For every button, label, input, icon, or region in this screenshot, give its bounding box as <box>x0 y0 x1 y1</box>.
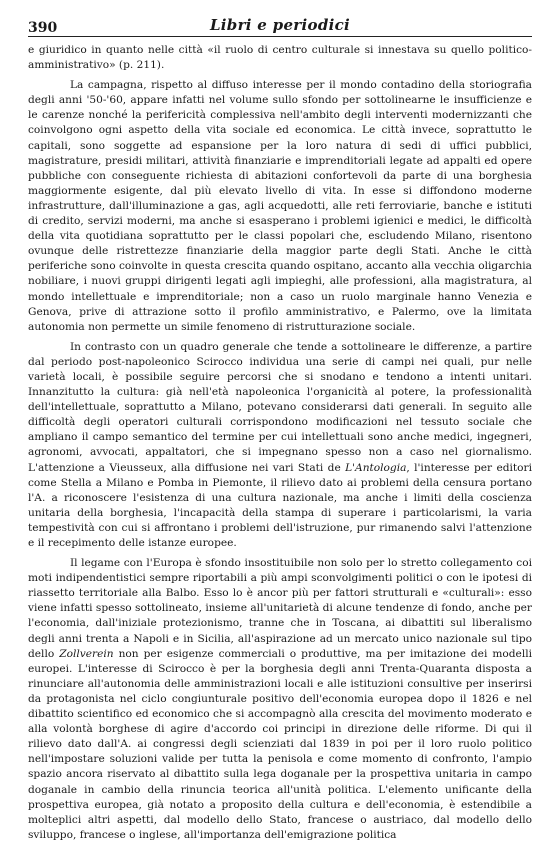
italic-title: L'Antologia <box>345 461 407 474</box>
page-header <box>28 12 532 37</box>
italic-title: Zollverein <box>59 647 114 660</box>
paragraph-3: In contrasto con un quadro generale che tende a sottolineare le differenze, a partire dal periodo post-napoleonico Scirocco individua una serie di campi nei quali, pur nelle varietà locali, è possibile seguire percorsi che si snodano e tendono a intenti unitari. Innanzitutto la cultura: già nell'età napoleonica l'organicità al potere, la professionalità dell'intellettuale, soprattutto a Milano, potevano considerarsi dati generali. In seguito alle difficoltà degli operatori culturali corrispondono modificazioni nel tessuto sociale che ampliano il campo semantico del termine per cui intellettuali sono anche medici, ingegneri, agronomi, avvocati, appaltatori, che si impegnano spesso non a caso nel giornalismo. L'attenzione a Vieusseux, alla diffusione nei vari Stati de L'Antologia, l'interesse per editori come Stella a Milano e Pomba in Piemonte, il rilievo dato ai problemi della censura portano l'A. a riconoscere l'esistenza di una cultura nazionale, ma anche i limiti della coscienza unitaria della borghesia, l'incapacità della stampa di superare i particolarismi, la varia tempestività con cui si affrontano i problemi dell'istruzione, pur rimanendo salvi l'attenzione e il recepimento delle istanze europee. <box>28 340 533 549</box>
page-number: 390 <box>28 20 58 36</box>
paragraph-2: La campagna, rispetto al diffuso interesse per il mondo contadino della storiografia degli anni '50-'60, appare infatti nel volume sullo sfondo per sottolinearne le insufficienze e le carenze nonché la perifericità complessiva nell'ambito degli interventi modernizzanti che coinvolgono ogni aspetto della vita sociale ed economica. Le città invece, soprattutto le capitali, sono soggette ad espansione per la loro natura di sedi di uffici pubblici, magistrature, presidi militari, attività finanziarie e imprenditoriali legate ad appalti ed opere pubbliche con conseguente richiesta di abitazioni confortevoli da parte di una borghesia maggiormente esigente, dal più elevato livello di vita. In esse si diffondono moderne infrastrutture, dall'illuminazione a gas, agli acquedotti, alle reti ferroviarie, banche e istituti di credito, servizi moderni, ma anche si esasperano i problemi igienici e medici, le difficoltà della vita quotidiana soprattutto per le classi popolari che, escludendo Milano, risentono ovunque delle ristrettezze finanziarie della maggior parte degli Stati. Anche le città periferiche sono coinvolte in questa crescita quando ospitano, accanto alla vecchia oligarchia nobiliare, i nuovi gruppi dirigenti legati agli impieghi, alle professioni, alla magistratura, al mondo intellettuale e imprenditoriale; non a caso un ruolo marginale hanno Venezia e Genova, prive di attrazione sotto il profilo amministrativo, e Palermo, ove la limitata autonomia non permette un simile fenomeno di ristrutturazione sociale. <box>28 79 532 333</box>
paragraph-1: e giuridico in quanto nelle città «il ruolo di centro culturale si innestava su quello politico-amministrativo» (p. 211). <box>28 44 532 72</box>
article-body <box>28 43 532 843</box>
running-head: Libri e periodici <box>209 16 351 34</box>
paragraph-4: Il legame con l'Europa è sfondo insostituibile non solo per lo stretto collegamento coi moti indipendentistici sempre riportabili a più ampi sconvolgimenti politici o con le ipotesi di riassetto territoriale alla Balbo. Esso lo è ancor più per fattori strutturali e «culturali»: esso viene infatti spesso sottolineato, insieme all'unitarietà di alcune tendenze di fondo, anche per l'economia, dall'iniziale protezionismo, tranne che in Toscana, ai dibattiti sul liberalismo degli anni trenta a Napoli e in Sicilia, all'aspirazione ad un mercato unico nazionale sul tipo dello Zollverein non per esigenze commerciali o produttive, ma per imitazione dei modelli europei. L'interesse di Scirocco è per la borghesia degli anni Trenta-Quaranta disposta a rinunciare all'autonomia delle amministrazioni locali e alle istituzioni consultive per inserirsi da protagonista nel ciclo congiunturale positivo dell'economia europea dopo il 1826 e nel dibattito scientifico ed economico che si accompagnò alla crescita del movimento moderato e alla volontà borghese di agire d'accordo coi principi in direzione delle riforme. Di qui il rilievo dato dall'A. ai congressi degli scienziati dal 1839 in poi per il loro ruolo politico nell'impostare soluzioni valide per tutta la penisola e come momento di confronto, l'ampio spazio ancora riservato al dibattito sulla lega doganale per la prospettiva unitaria in campo doganale in cambio della rinuncia teorica all'unità politica. L'elemento unificante della prospettiva europea, già notato a proposito della cultura e dell'economia, è estendibile a molteplici altri aspetti, dal modello dello Stato, francese o austriaco, dal modello dello sviluppo, francese o inglese, all'importanza dell'emigrazione politica <box>28 557 532 841</box>
